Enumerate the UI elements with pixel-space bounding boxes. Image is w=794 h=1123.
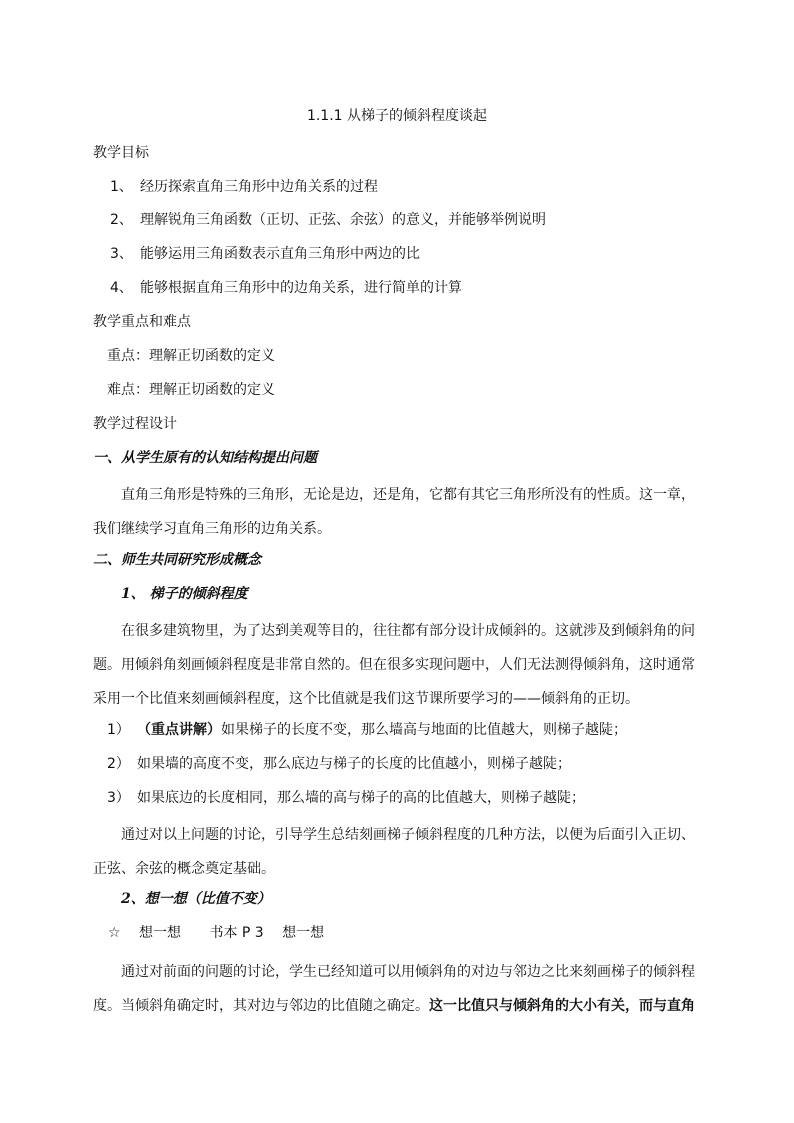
- goal-number: 2、: [110, 212, 133, 228]
- final-paragraph-emphasis: 这一比值只与倾斜角的大小有关，而与直角: [429, 998, 695, 1014]
- item-text: 如果梯子的长度不变，那么墙高与地面的比值越大，则梯子越陡；: [221, 722, 627, 738]
- goal-text: 能够运用三角函数表示直角三角形中两边的比: [140, 246, 420, 262]
- key-point: 重点：理解正切函数的定义: [107, 348, 275, 364]
- think-label-2: 想一想: [282, 925, 325, 941]
- final-paragraph: [93, 955, 705, 1023]
- list-item-3: [107, 788, 585, 808]
- goal-item-1: [110, 177, 378, 197]
- goal-item-2: [110, 210, 546, 230]
- goal-text: 能够根据直角三角形中的边角关系，进行简单的计算: [140, 280, 462, 296]
- item-number: 3）: [107, 790, 130, 806]
- item-text: 如果底边的长度相同，那么墙的高与梯子的高的比值越大，则梯子越陡；: [137, 790, 585, 806]
- part1-paragraph: 直角三角形是特殊的三角形，无论是边，还是角，它都有其它三角形所没有的性质。这一章，我们继续学习直角三角形的边角关系。: [93, 487, 695, 537]
- list-item-2: [107, 754, 571, 774]
- summary-paragraph: 通过对以上问题的讨论，引导学生总结刻画梯子倾斜程度的几种方法，以便为后面引入正切、正弦、余弦的概念奠定基础。: [93, 827, 695, 877]
- item-emphasis: （重点讲解）: [137, 722, 221, 738]
- part1-heading: 一、从学生原有的认知结构提出问题: [93, 450, 317, 466]
- page-title: 1.1.1 从梯子的倾斜程度谈起: [306, 108, 488, 124]
- sub1-paragraph: 在很多建筑物里，为了达到美观等目的，往往都有部分设计成倾斜的。这就涉及到倾斜角的问题。用倾斜角刻画倾斜程度是非常自然的。但在很多实现问题中，人们无法测得倾斜角，这时通常采用一个比值来刻画倾斜程度，这个比值就是我们这节课所要学习的——倾斜角的正切。: [93, 623, 695, 707]
- item-number: 2）: [107, 756, 130, 772]
- goal-number: 1、: [110, 179, 133, 195]
- item-number: 1）: [107, 722, 130, 738]
- star-icon: ☆: [108, 925, 121, 941]
- difficult-point: 难点：理解正切函数的定义: [107, 382, 275, 398]
- think-label: 想一想: [139, 925, 182, 941]
- goal-number: 3、: [110, 246, 133, 262]
- goals-heading: 教学目标: [93, 145, 149, 161]
- book-reference: 书本 P 3: [209, 925, 264, 941]
- sub1-heading: 1、 梯子的倾斜程度: [121, 586, 248, 602]
- think-line: [108, 923, 324, 943]
- final-paragraph-text: 通过对前面的问题的讨论，学生已经知道可以用倾斜角的对边与邻边之比来刻画梯子的倾斜程度。当倾斜角确定时，其对边与邻边的比值随之确定。: [93, 964, 695, 1014]
- list-item-1: [107, 720, 627, 740]
- part2-heading: 二、师生共同研究形成概念: [93, 552, 261, 568]
- goal-text: 经历探索直角三角形中边角关系的过程: [140, 179, 378, 195]
- goal-item-3: [110, 244, 420, 264]
- process-heading: 教学过程设计: [93, 416, 177, 432]
- sub2-heading: 2、想一想（比值不变）: [121, 891, 271, 907]
- key-heading: 教学重点和难点: [93, 314, 191, 330]
- item-text: 如果墙的高度不变，那么底边与梯子的长度的比值越小，则梯子越陡；: [137, 756, 571, 772]
- goal-number: 4、: [110, 280, 133, 296]
- goal-item-4: [110, 278, 462, 298]
- goal-text: 理解锐角三角函数（正切、正弦、余弦）的意义，并能够举例说明: [140, 212, 546, 228]
